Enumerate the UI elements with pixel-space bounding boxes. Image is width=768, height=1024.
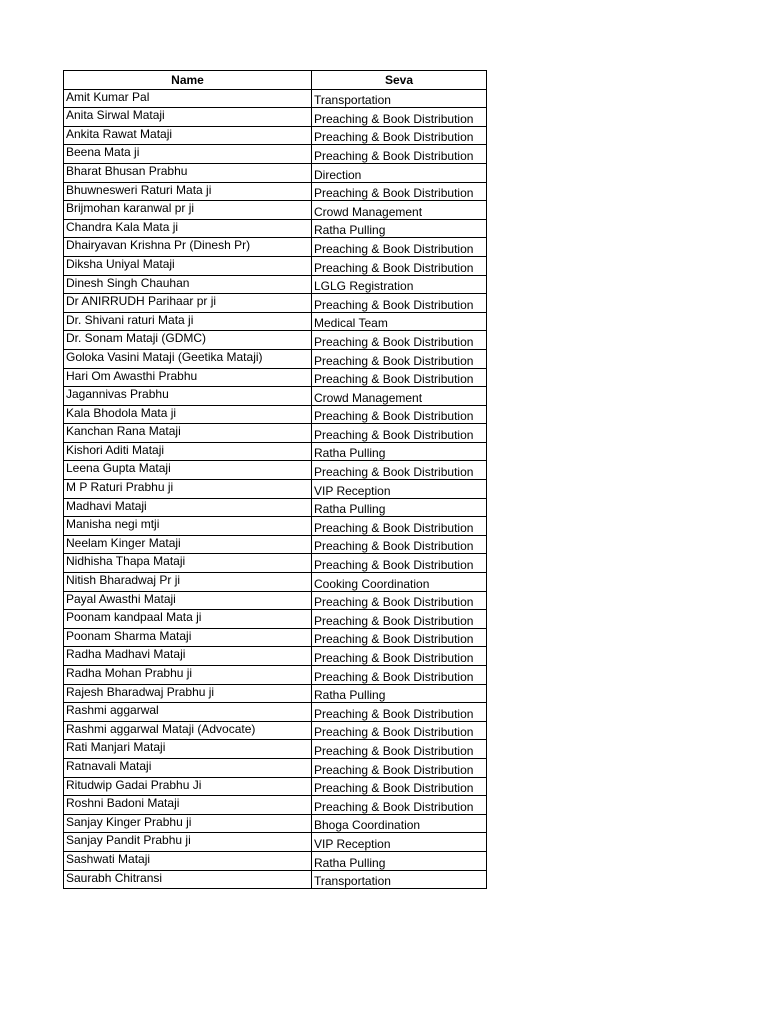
seva-cell: Preaching & Book Distribution — [312, 368, 487, 387]
seva-cell: Preaching & Book Distribution — [312, 424, 487, 443]
seva-cell: Ratha Pulling — [312, 442, 487, 461]
seva-cell: Crowd Management — [312, 387, 487, 406]
table-row — [64, 758, 487, 777]
table-row — [64, 256, 487, 275]
table-row — [64, 442, 487, 461]
table-row — [64, 312, 487, 331]
table-row — [64, 870, 487, 889]
name-cell: Ratnavali Mataji — [64, 758, 312, 777]
table-row — [64, 349, 487, 368]
name-cell: Kanchan Rana Mataji — [64, 424, 312, 443]
seva-cell: Preaching & Book Distribution — [312, 517, 487, 536]
name-cell: Brijmohan karanwal pr ji — [64, 201, 312, 220]
seva-cell: Transportation — [312, 89, 487, 108]
name-cell: Dr. Shivani raturi Mata ji — [64, 312, 312, 331]
table-row — [64, 480, 487, 499]
name-cell: Hari Om Awasthi Prabhu — [64, 368, 312, 387]
name-cell: Ritudwip Gadai Prabhu Ji — [64, 777, 312, 796]
seva-cell: Preaching & Book Distribution — [312, 535, 487, 554]
seva-cell: Preaching & Book Distribution — [312, 628, 487, 647]
name-cell: Rashmi aggarwal Mataji (Advocate) — [64, 721, 312, 740]
name-cell: Kishori Aditi Mataji — [64, 442, 312, 461]
table-row — [64, 368, 487, 387]
table-row — [64, 238, 487, 257]
table-row — [64, 554, 487, 573]
name-cell: Kala Bhodola Mata ji — [64, 405, 312, 424]
table-row — [64, 294, 487, 313]
table-row — [64, 796, 487, 815]
name-cell: Madhavi Mataji — [64, 498, 312, 517]
table-row — [64, 182, 487, 201]
seva-cell: Preaching & Book Distribution — [312, 721, 487, 740]
name-cell: Payal Awasthi Mataji — [64, 591, 312, 610]
name-cell: Sanjay Kinger Prabhu ji — [64, 814, 312, 833]
name-cell: Nitish Bharadwaj Pr ji — [64, 573, 312, 592]
seva-cell: Preaching & Book Distribution — [312, 796, 487, 815]
table-row — [64, 703, 487, 722]
table-row — [64, 201, 487, 220]
table-row — [64, 219, 487, 238]
table-row — [64, 684, 487, 703]
header-row — [64, 71, 487, 90]
name-cell: Sashwati Mataji — [64, 851, 312, 870]
seva-cell: LGLG Registration — [312, 275, 487, 294]
name-cell: Diksha Uniyal Mataji — [64, 256, 312, 275]
column-header-name: Name — [64, 71, 312, 90]
table-body — [64, 89, 487, 889]
table-row — [64, 573, 487, 592]
seva-cell: Transportation — [312, 870, 487, 889]
seva-cell: Medical Team — [312, 312, 487, 331]
name-cell: Jagannivas Prabhu — [64, 387, 312, 406]
seva-cell: Preaching & Book Distribution — [312, 666, 487, 685]
name-cell: Rajesh Bharadwaj Prabhu ji — [64, 684, 312, 703]
table-row — [64, 666, 487, 685]
name-cell: Sanjay Pandit Prabhu ji — [64, 833, 312, 852]
seva-cell: Preaching & Book Distribution — [312, 256, 487, 275]
seva-cell: Direction — [312, 163, 487, 182]
name-cell: Amit Kumar Pal — [64, 89, 312, 108]
table-row — [64, 647, 487, 666]
name-cell: Dinesh Singh Chauhan — [64, 275, 312, 294]
name-cell: M P Raturi Prabhu ji — [64, 480, 312, 499]
column-header-seva: Seva — [312, 71, 487, 90]
seva-cell: VIP Reception — [312, 480, 487, 499]
table-row — [64, 591, 487, 610]
seva-cell: Cooking Coordination — [312, 573, 487, 592]
seva-cell: Ratha Pulling — [312, 684, 487, 703]
name-cell: Rashmi aggarwal — [64, 703, 312, 722]
seva-cell: Preaching & Book Distribution — [312, 145, 487, 164]
table-row — [64, 405, 487, 424]
table-row — [64, 814, 487, 833]
name-cell: Manisha negi mtji — [64, 517, 312, 536]
seva-cell: Bhoga Coordination — [312, 814, 487, 833]
seva-cell: VIP Reception — [312, 833, 487, 852]
seva-cell: Preaching & Book Distribution — [312, 349, 487, 368]
table-row — [64, 610, 487, 629]
table-row — [64, 833, 487, 852]
table-row — [64, 721, 487, 740]
table-row — [64, 851, 487, 870]
name-cell: Ankita Rawat Mataji — [64, 126, 312, 145]
table-row — [64, 535, 487, 554]
name-cell: Bharat Bhusan Prabhu — [64, 163, 312, 182]
seva-cell: Preaching & Book Distribution — [312, 591, 487, 610]
table-row — [64, 517, 487, 536]
seva-cell: Crowd Management — [312, 201, 487, 220]
name-cell: Neelam Kinger Mataji — [64, 535, 312, 554]
name-cell: Chandra Kala Mata ji — [64, 219, 312, 238]
name-cell: Leena Gupta Mataji — [64, 461, 312, 480]
name-cell: Radha Madhavi Mataji — [64, 647, 312, 666]
table-row — [64, 740, 487, 759]
table-row — [64, 461, 487, 480]
seva-cell: Preaching & Book Distribution — [312, 703, 487, 722]
seva-cell: Preaching & Book Distribution — [312, 610, 487, 629]
table-row — [64, 628, 487, 647]
name-cell: Poonam Sharma Mataji — [64, 628, 312, 647]
table-row — [64, 89, 487, 108]
table-row — [64, 498, 487, 517]
seva-cell: Preaching & Book Distribution — [312, 238, 487, 257]
table-row — [64, 777, 487, 796]
name-cell: Dr ANIRRUDH Parihaar pr ji — [64, 294, 312, 313]
name-cell: Anita Sirwal Mataji — [64, 108, 312, 127]
seva-cell: Preaching & Book Distribution — [312, 777, 487, 796]
name-cell: Goloka Vasini Mataji (Geetika Mataji) — [64, 349, 312, 368]
seva-cell: Ratha Pulling — [312, 498, 487, 517]
seva-cell: Preaching & Book Distribution — [312, 182, 487, 201]
name-cell: Rati Manjari Mataji — [64, 740, 312, 759]
seva-cell: Preaching & Book Distribution — [312, 294, 487, 313]
name-cell: Radha Mohan Prabhu ji — [64, 666, 312, 685]
seva-cell: Ratha Pulling — [312, 219, 487, 238]
table-row — [64, 387, 487, 406]
table-header — [64, 71, 487, 90]
seva-cell: Preaching & Book Distribution — [312, 461, 487, 480]
name-cell: Beena Mata ji — [64, 145, 312, 164]
table-row — [64, 126, 487, 145]
name-cell: Roshni Badoni Mataji — [64, 796, 312, 815]
table-row — [64, 145, 487, 164]
seva-cell: Preaching & Book Distribution — [312, 108, 487, 127]
seva-cell: Preaching & Book Distribution — [312, 647, 487, 666]
seva-cell: Preaching & Book Distribution — [312, 126, 487, 145]
seva-cell: Preaching & Book Distribution — [312, 740, 487, 759]
seva-cell: Preaching & Book Distribution — [312, 331, 487, 350]
table-row — [64, 108, 487, 127]
seva-table — [63, 70, 487, 889]
table-row — [64, 331, 487, 350]
seva-cell: Preaching & Book Distribution — [312, 405, 487, 424]
name-cell: Dr. Sonam Mataji (GDMC) — [64, 331, 312, 350]
table-row — [64, 163, 487, 182]
seva-cell: Preaching & Book Distribution — [312, 758, 487, 777]
name-cell: Bhuwnesweri Raturi Mata ji — [64, 182, 312, 201]
seva-cell: Preaching & Book Distribution — [312, 554, 487, 573]
seva-cell: Ratha Pulling — [312, 851, 487, 870]
name-cell: Saurabh Chitransi — [64, 870, 312, 889]
name-cell: Nidhisha Thapa Mataji — [64, 554, 312, 573]
table-row — [64, 424, 487, 443]
name-cell: Dhairyavan Krishna Pr (Dinesh Pr) — [64, 238, 312, 257]
table-row — [64, 275, 487, 294]
name-cell: Poonam kandpaal Mata ji — [64, 610, 312, 629]
